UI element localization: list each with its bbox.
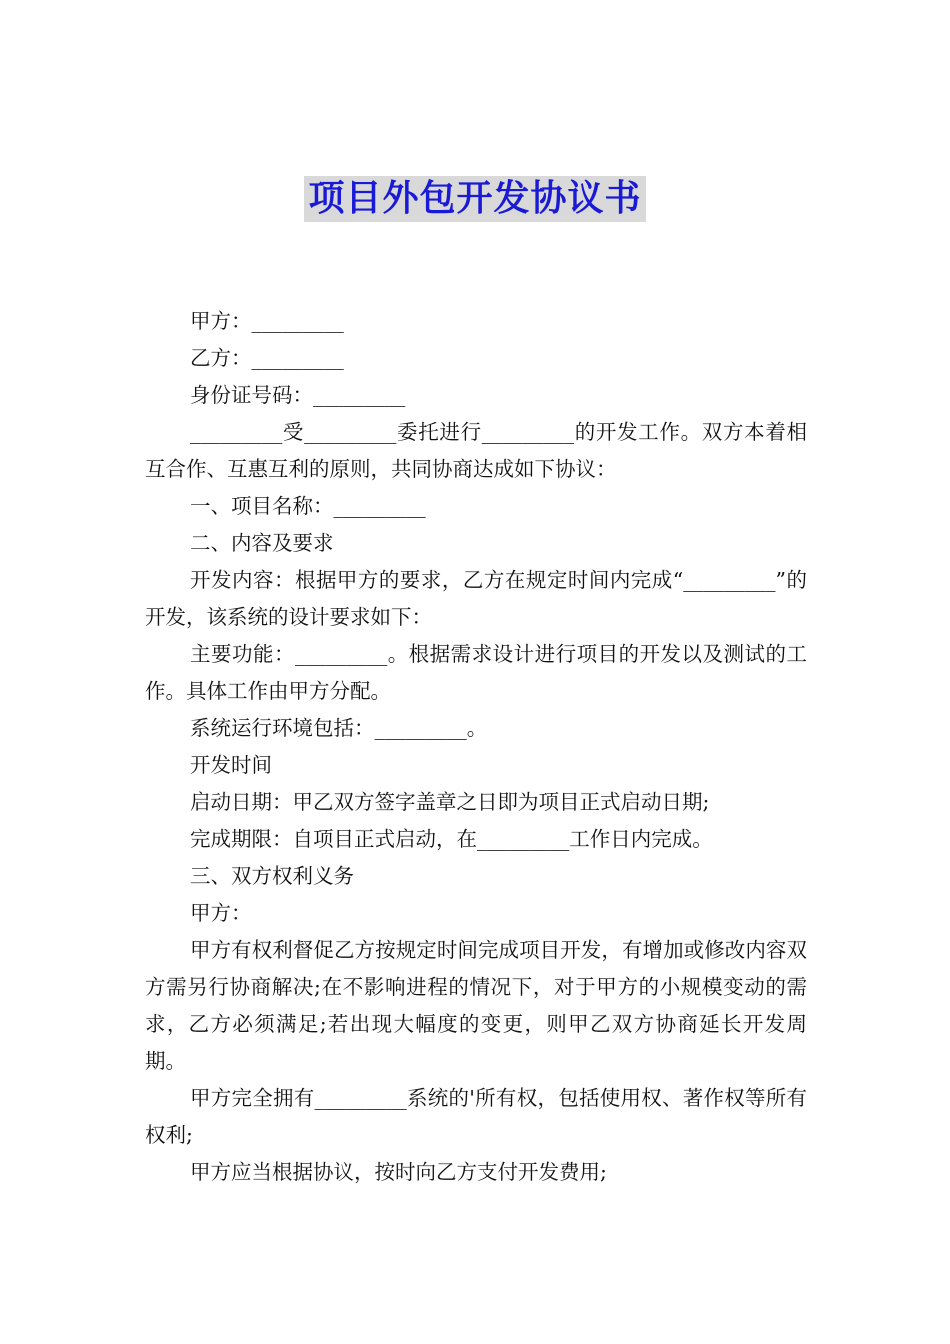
document-body [145, 303, 807, 1191]
start-date-line: 启动日期：甲乙双方签字盖章之日即为项目正式启动日期; [190, 790, 710, 814]
document-title: 项目外包开发协议书 [304, 176, 645, 222]
intro-paragraph: _________受_________委托进行_________的开发工作。双方本着相互合作、互惠互利的原则，共同协商达成如下协议： [145, 420, 807, 481]
deadline-line: 完成期限：自项目正式启动，在_________工作日内完成。 [190, 827, 713, 851]
section-2-heading: 二、内容及要求 [190, 531, 334, 555]
party-a-line: 甲方：_________ [190, 309, 344, 333]
development-content-paragraph: 开发内容：根据甲方的要求，乙方在规定时间内完成“_________”的开发，该系统的设计要求如下： [145, 568, 807, 629]
main-functions-paragraph: 主要功能：_________。根据需求设计进行项目的开发以及测试的工作。具体工作由甲方分配。 [145, 642, 807, 703]
section-1-project-name: 一、项目名称：_________ [190, 494, 426, 518]
development-time-heading: 开发时间 [190, 753, 272, 777]
title-container [0, 176, 950, 222]
id-number-line: 身份证号码：_________ [190, 383, 406, 407]
section-3-heading: 三、双方权利义务 [190, 864, 354, 888]
party-b-line: 乙方：_________ [190, 346, 344, 370]
payment-paragraph: 甲方应当根据协议，按时向乙方支付开发费用; [190, 1160, 607, 1184]
runtime-environment-line: 系统运行环境包括：_________。 [190, 716, 488, 740]
ownership-paragraph: 甲方完全拥有_________系统的'所有权，包括使用权、著作权等所有权利; [145, 1086, 807, 1147]
party-a-subheading: 甲方： [190, 901, 252, 925]
party-a-rights-paragraph: 甲方有权利督促乙方按规定时间完成项目开发，有增加或修改内容双方需另行协商解决;在不影响进程的情况下，对于甲方的小规模变动的需求，乙方必须满足;若出现大幅度的变更，则甲乙双方协商延长开发周期。 [145, 938, 807, 1073]
